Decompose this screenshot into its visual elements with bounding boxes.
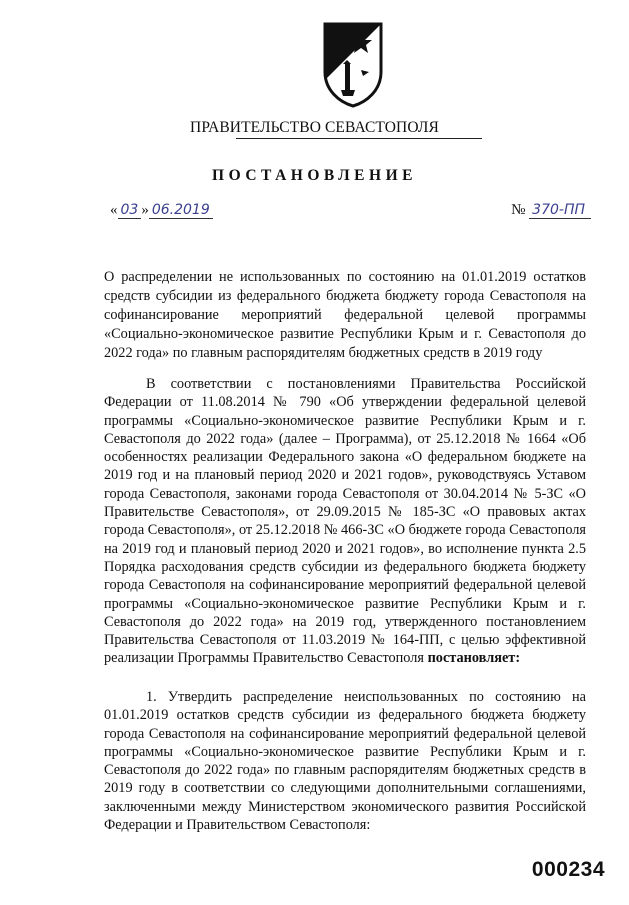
sevastopol-coat-of-arms-icon [321, 20, 385, 108]
number-sign: № [511, 202, 526, 218]
date-day-handwritten: 03 [118, 202, 142, 219]
preamble-text: В соответствии с постановлениями Правительства Российской Федерации от 11.08.2014 № 790 «Об утверждении федеральной целевой программы «Социально-экономическое развитие Республики Крым и г. Севастополя до 2022 года» (далее – Программа), от 25.12.2018 № 1664 «Об особенностях реализации Федерального закона «О федеральном бюджете на 2019 год и на плановый период 2020 и 2021 годов», руководствуясь Уставом города Севастополя, законами города Севастополя от 30.04.2014 № 5-ЗС «О Правительстве Севастополя», от 29.09.2015 № 185-ЗС «О правовых актах города Севастополя», от 25.12.2018 № 466-ЗС «О бюджете города Севастополя на 2019 год и плановый период 2020 и 2021 годов», во исполнение пункта 2.5 Порядка расходования средств субсидии из федерального бюджета бюджету города Севастополя на софинансирование мероприятий федеральной целевой программы «Социально-экономическое развитие Республики Крым и г. Севастополя до 2022 года» на 2019 год, утвержденного постановлением Правительства Севастополя от 11.03.2019 № 164-ПП, с целью эффективной реализации Программы Правительство Севастополя [104, 376, 586, 667]
document-date [110, 202, 213, 219]
clause-1-paragraph: 1. Утвердить распределение неиспользованных по состоянию на 01.01.2019 остатков средств субсидии из федерального бюджета бюджету города Севастополя на софинансирование мероприятий федеральной целевой программы «Социально-экономическое развитие Республики Крым и г. Севастополя до 2022 года» по главным распорядителям бюджетных средств в 2019 году в соответствии со следующими дополнительными соглашениями, заключенными между Министерством экономического развития Российской Федерации и Правительством Севастополя: [104, 689, 586, 834]
date-open-quote: « [110, 202, 118, 218]
date-close-quote: » [141, 202, 149, 218]
number-value-handwritten: 370-ПП [529, 202, 591, 219]
document-subject: О распределении не использованных по состоянию на 01.01.2019 остатков средств субсидии из федерального бюджета бюджету города Севастополя на софинансирование мероприятий федеральной целевой программы «Социально-экономическое развитие Республики Крым и г. Севастополя до 2022 года» по главным распорядителям бюджетных средств в 2019 году [104, 269, 586, 361]
divider [236, 138, 482, 139]
document-number [511, 202, 591, 219]
government-name: ПРАВИТЕЛЬСТВО СЕВАСТОПОЛЯ [190, 119, 439, 136]
resolves-keyword: постановляет: [427, 650, 521, 667]
document-type-title: ПОСТАНОВЛЕНИЕ [212, 167, 417, 184]
date-month-year-handwritten: 06.2019 [149, 202, 213, 219]
serial-number: 000234 [531, 858, 605, 881]
preamble-paragraph [104, 375, 586, 668]
